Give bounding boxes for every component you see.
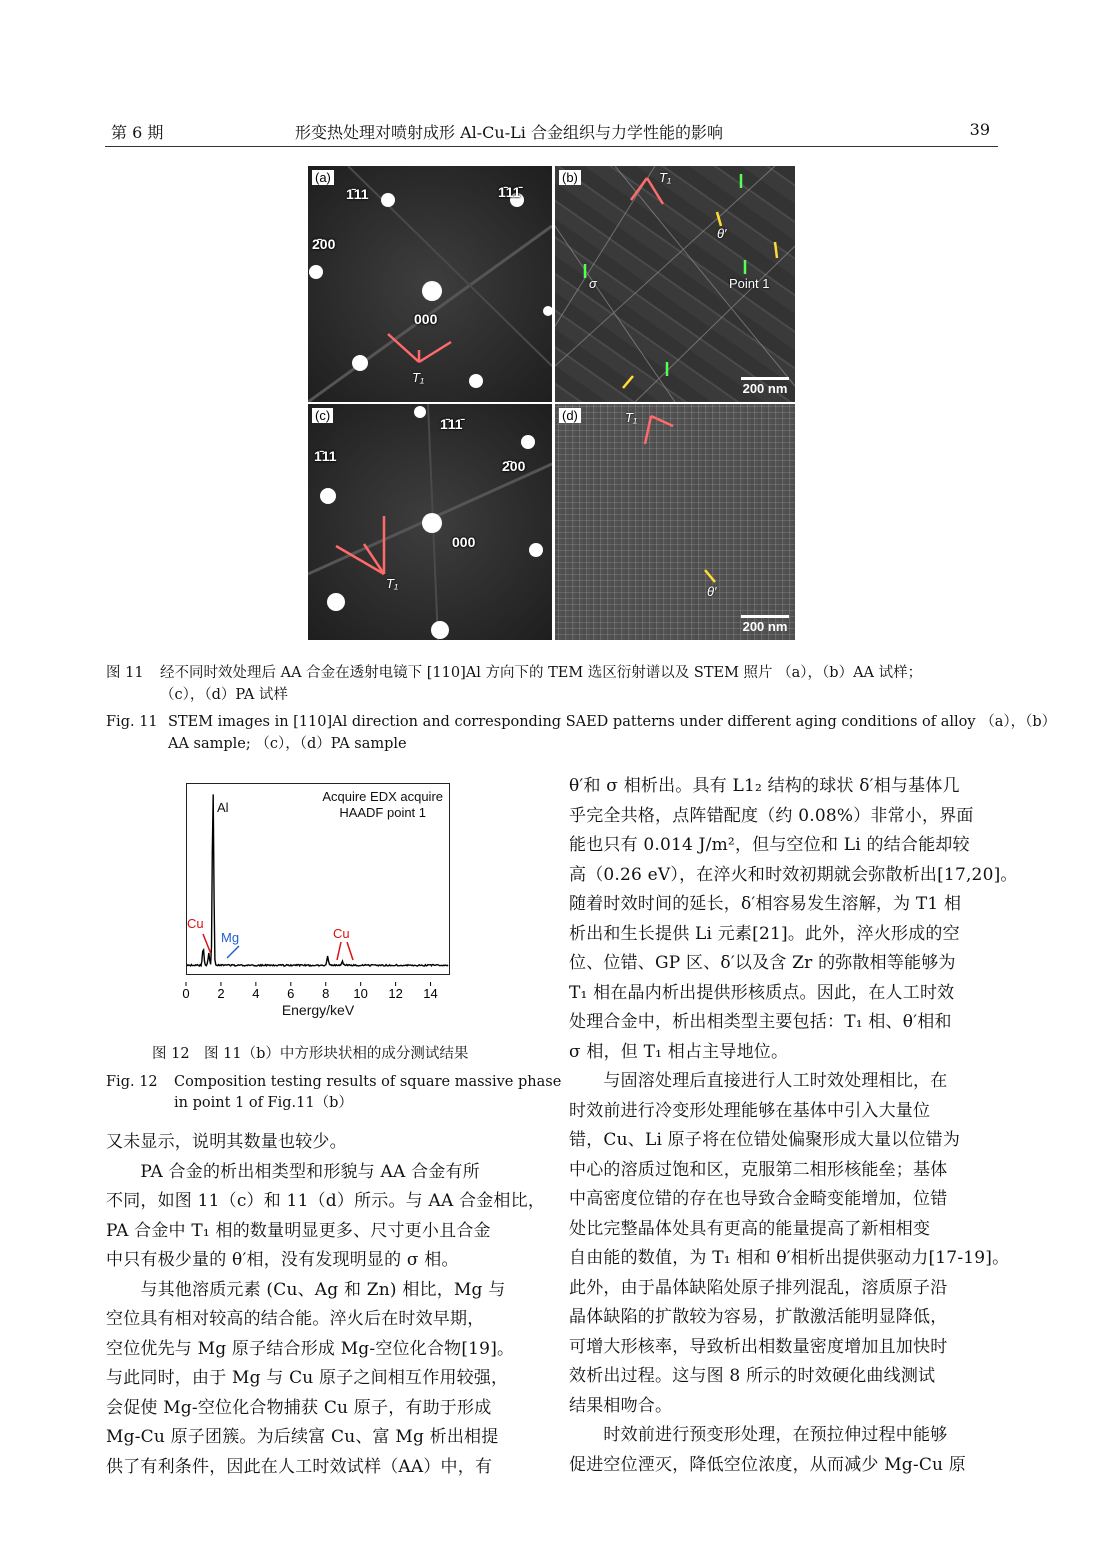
index-label: 1̄11 xyxy=(314,448,337,464)
index-label: 2̄00 xyxy=(502,458,526,474)
index-label: 000 xyxy=(414,311,438,327)
panel-c-saed xyxy=(308,404,552,640)
text-line: 空位优先与 Mg 原子结合形成 Mg-空位化合物[19]。 xyxy=(106,1338,515,1359)
point1-annotation: Point 1 xyxy=(729,276,770,291)
peak-arrow xyxy=(337,942,341,960)
text-line: 结果相吻合。 xyxy=(569,1395,673,1416)
text-line: 可增大形核率，导致析出相数量密度增加且加快时 xyxy=(569,1336,948,1357)
sigma-annotation: σ xyxy=(589,276,597,291)
t1-annotation: T₁ xyxy=(659,170,672,185)
running-header xyxy=(105,118,998,147)
text-line: T₁ 相在晶内析出提供形核质点。因此，在人工时效 xyxy=(569,982,955,1003)
panel-label-d: (d) xyxy=(559,408,581,423)
scale-bar: 200 nm xyxy=(741,377,789,396)
text-line: 效析出过程。这与图 8 所示的时效硬化曲线测试 xyxy=(569,1366,936,1386)
stem-image-d xyxy=(555,404,795,640)
panel-a-saed xyxy=(308,166,552,402)
text-line: 处比完整晶体处具有更高的能量提高了新相相变 xyxy=(569,1218,931,1239)
index-label: 2̄00 xyxy=(312,236,336,252)
text-line: PA 合金中 T₁ 相的数量明显更多、尺寸更小且合金 xyxy=(106,1220,491,1241)
peak-arrow xyxy=(347,942,353,960)
x-tick-label: 0 xyxy=(182,986,190,1001)
text-line: σ 相，但 T₁ 相占主导地位。 xyxy=(569,1041,789,1062)
body-left-column xyxy=(106,1128,546,1482)
index-label: 1̄11̄ xyxy=(498,184,521,200)
text-line: 中高密度位错的存在也导致合金畸变能增加，位错 xyxy=(569,1189,948,1209)
panel-d-stem xyxy=(555,404,795,640)
x-tick-label: 14 xyxy=(423,986,438,1001)
panel-b-stem xyxy=(555,166,795,402)
x-tick-label: 10 xyxy=(353,986,368,1001)
peak-label-al: Al xyxy=(217,800,229,815)
text-line: Mg-Cu 原子团簇。为后续富 Cu、富 Mg 析出相提 xyxy=(106,1427,499,1447)
peak-label-cu-2: Cu xyxy=(333,926,350,941)
fig12-caption-cn: 图 12 图 11（b）中方形块状相的成分测试结果 xyxy=(152,1046,469,1062)
text-line: 位、位错、GP 区、δ′以及含 Zr 的弥散相等能够为 xyxy=(569,953,956,973)
text-line: 促进空位湮灭，降低空位浓度，从而减少 Mg-Cu 原 xyxy=(569,1454,966,1475)
text-line: 高（0.26 eV），在淬火和时效初期就会弥散析出[17,20]。 xyxy=(569,864,1018,885)
chart-xlabel: Energy/keV xyxy=(281,1002,355,1018)
saed-pattern-c xyxy=(308,404,552,640)
text-line: 自由能的数值，为 T₁ 相和 θ′相析出提供驱动力[17-19]。 xyxy=(569,1248,1010,1268)
index-label: 1̄11̄ xyxy=(440,416,463,432)
peak-label-cu: Cu xyxy=(187,916,204,931)
text-line: 供了有利条件，因此在人工时效试样（AA）中，有 xyxy=(106,1456,493,1477)
text-line: 与此同时，由于 Mg 与 Cu 原子之间相互作用较强， xyxy=(106,1368,509,1388)
text-line: 会促使 Mg-空位化合物捕获 Cu 原子，有助于形成 xyxy=(106,1397,492,1418)
page-number: 39 xyxy=(969,120,990,139)
text-line: 中只有极少量的 θ′相，没有发现明显的 σ 相。 xyxy=(106,1250,459,1270)
text-line: 与其他溶质元素 (Cu、Ag 和 Zn) 相比，Mg 与 xyxy=(106,1279,506,1300)
chart-legend-line1: Acquire EDX acquire xyxy=(322,789,443,804)
issue-number: 第 6 期 xyxy=(111,123,164,142)
text-line: PA 合金的析出相类型和形貌与 AA 合金有所 xyxy=(106,1161,480,1182)
fig12-caption-en-line2: in point 1 of Fig.11（b） xyxy=(174,1095,353,1111)
panel-label-a: (a) xyxy=(312,170,334,185)
text-line: 中心的溶质过饱和区，克服第二相形核能垒；基体 xyxy=(569,1159,948,1180)
x-tick-label: 4 xyxy=(252,986,260,1001)
text-line: 能也只有 0.014 J/m²，但与空位和 Li 的结合能却较 xyxy=(569,835,970,855)
text-line: 晶体缺陷的扩散较为容易，扩散激活能明显降低， xyxy=(569,1307,948,1327)
index-label: 000 xyxy=(452,534,476,550)
theta-prime-annotation: θ′ xyxy=(707,584,717,599)
theta-prime-annotation: θ′ xyxy=(717,226,727,241)
peak-label-mg: Mg xyxy=(221,930,240,945)
text-line: 空位具有相对较高的结合能。淬火后在时效早期， xyxy=(106,1309,485,1329)
t1-annotation: T₁ xyxy=(625,410,638,425)
text-line: 随着时效时间的延长，δ′相容易发生溶解，为 T1 相 xyxy=(569,894,962,914)
t1-annotation: T₁ xyxy=(386,576,399,591)
text-line: 时效前进行预变形处理，在预拉伸过程中能够 xyxy=(569,1425,948,1445)
text-line: 与固溶处理后直接进行人工时效处理相比，在 xyxy=(569,1071,948,1091)
panel-label-c: (c) xyxy=(312,408,333,423)
scale-bar: 200 nm xyxy=(741,615,789,634)
x-tick-label: 12 xyxy=(388,986,403,1001)
text-line: θ′和 σ 相析出。具有 L1₂ 结构的球状 δ′相与基体几 xyxy=(569,776,960,796)
text-line: 处理合金中，析出相类型主要包括：T₁ 相、θ′相和 xyxy=(569,1012,952,1032)
text-line: 乎完全共格，点阵错配度（约 0.08%）非常小，界面 xyxy=(569,805,974,826)
chart-legend-line2: HAADF point 1 xyxy=(339,805,427,820)
text-line: 不同，如图 11（c）和 11（d）所示。与 AA 合金相比， xyxy=(106,1191,546,1211)
t1-annotation: T₁ xyxy=(412,370,425,385)
text-line: 析出和生长提供 Li 元素[21]。此外，淬火形成的空 xyxy=(569,923,960,944)
text-line: 又未显示，说明其数量也较少。 xyxy=(106,1132,347,1152)
text-line: 此外，由于晶体缺陷处原子排列混乱，溶质原子沿 xyxy=(569,1277,948,1298)
running-title: 形变热处理对喷射成形 Al-Cu-Li 合金组织与力学性能的影响 xyxy=(295,123,723,142)
body-right-column xyxy=(569,772,1018,1480)
saed-pattern-a xyxy=(308,166,552,402)
x-tick-label: 6 xyxy=(287,986,295,1001)
x-tick-label: 2 xyxy=(217,986,225,1001)
index-label: 1̄11 xyxy=(346,186,369,202)
peak-arrow xyxy=(227,946,239,958)
edx-spectrum-chart xyxy=(186,783,450,975)
text-line: 错，Cu、Li 原子将在位错处偏聚形成大量以位错为 xyxy=(569,1130,961,1150)
panel-label-b: (b) xyxy=(559,170,581,185)
x-tick-label: 8 xyxy=(322,986,330,1001)
text-line: 时效前进行冷变形处理能够在基体中引入大量位 xyxy=(569,1100,931,1121)
